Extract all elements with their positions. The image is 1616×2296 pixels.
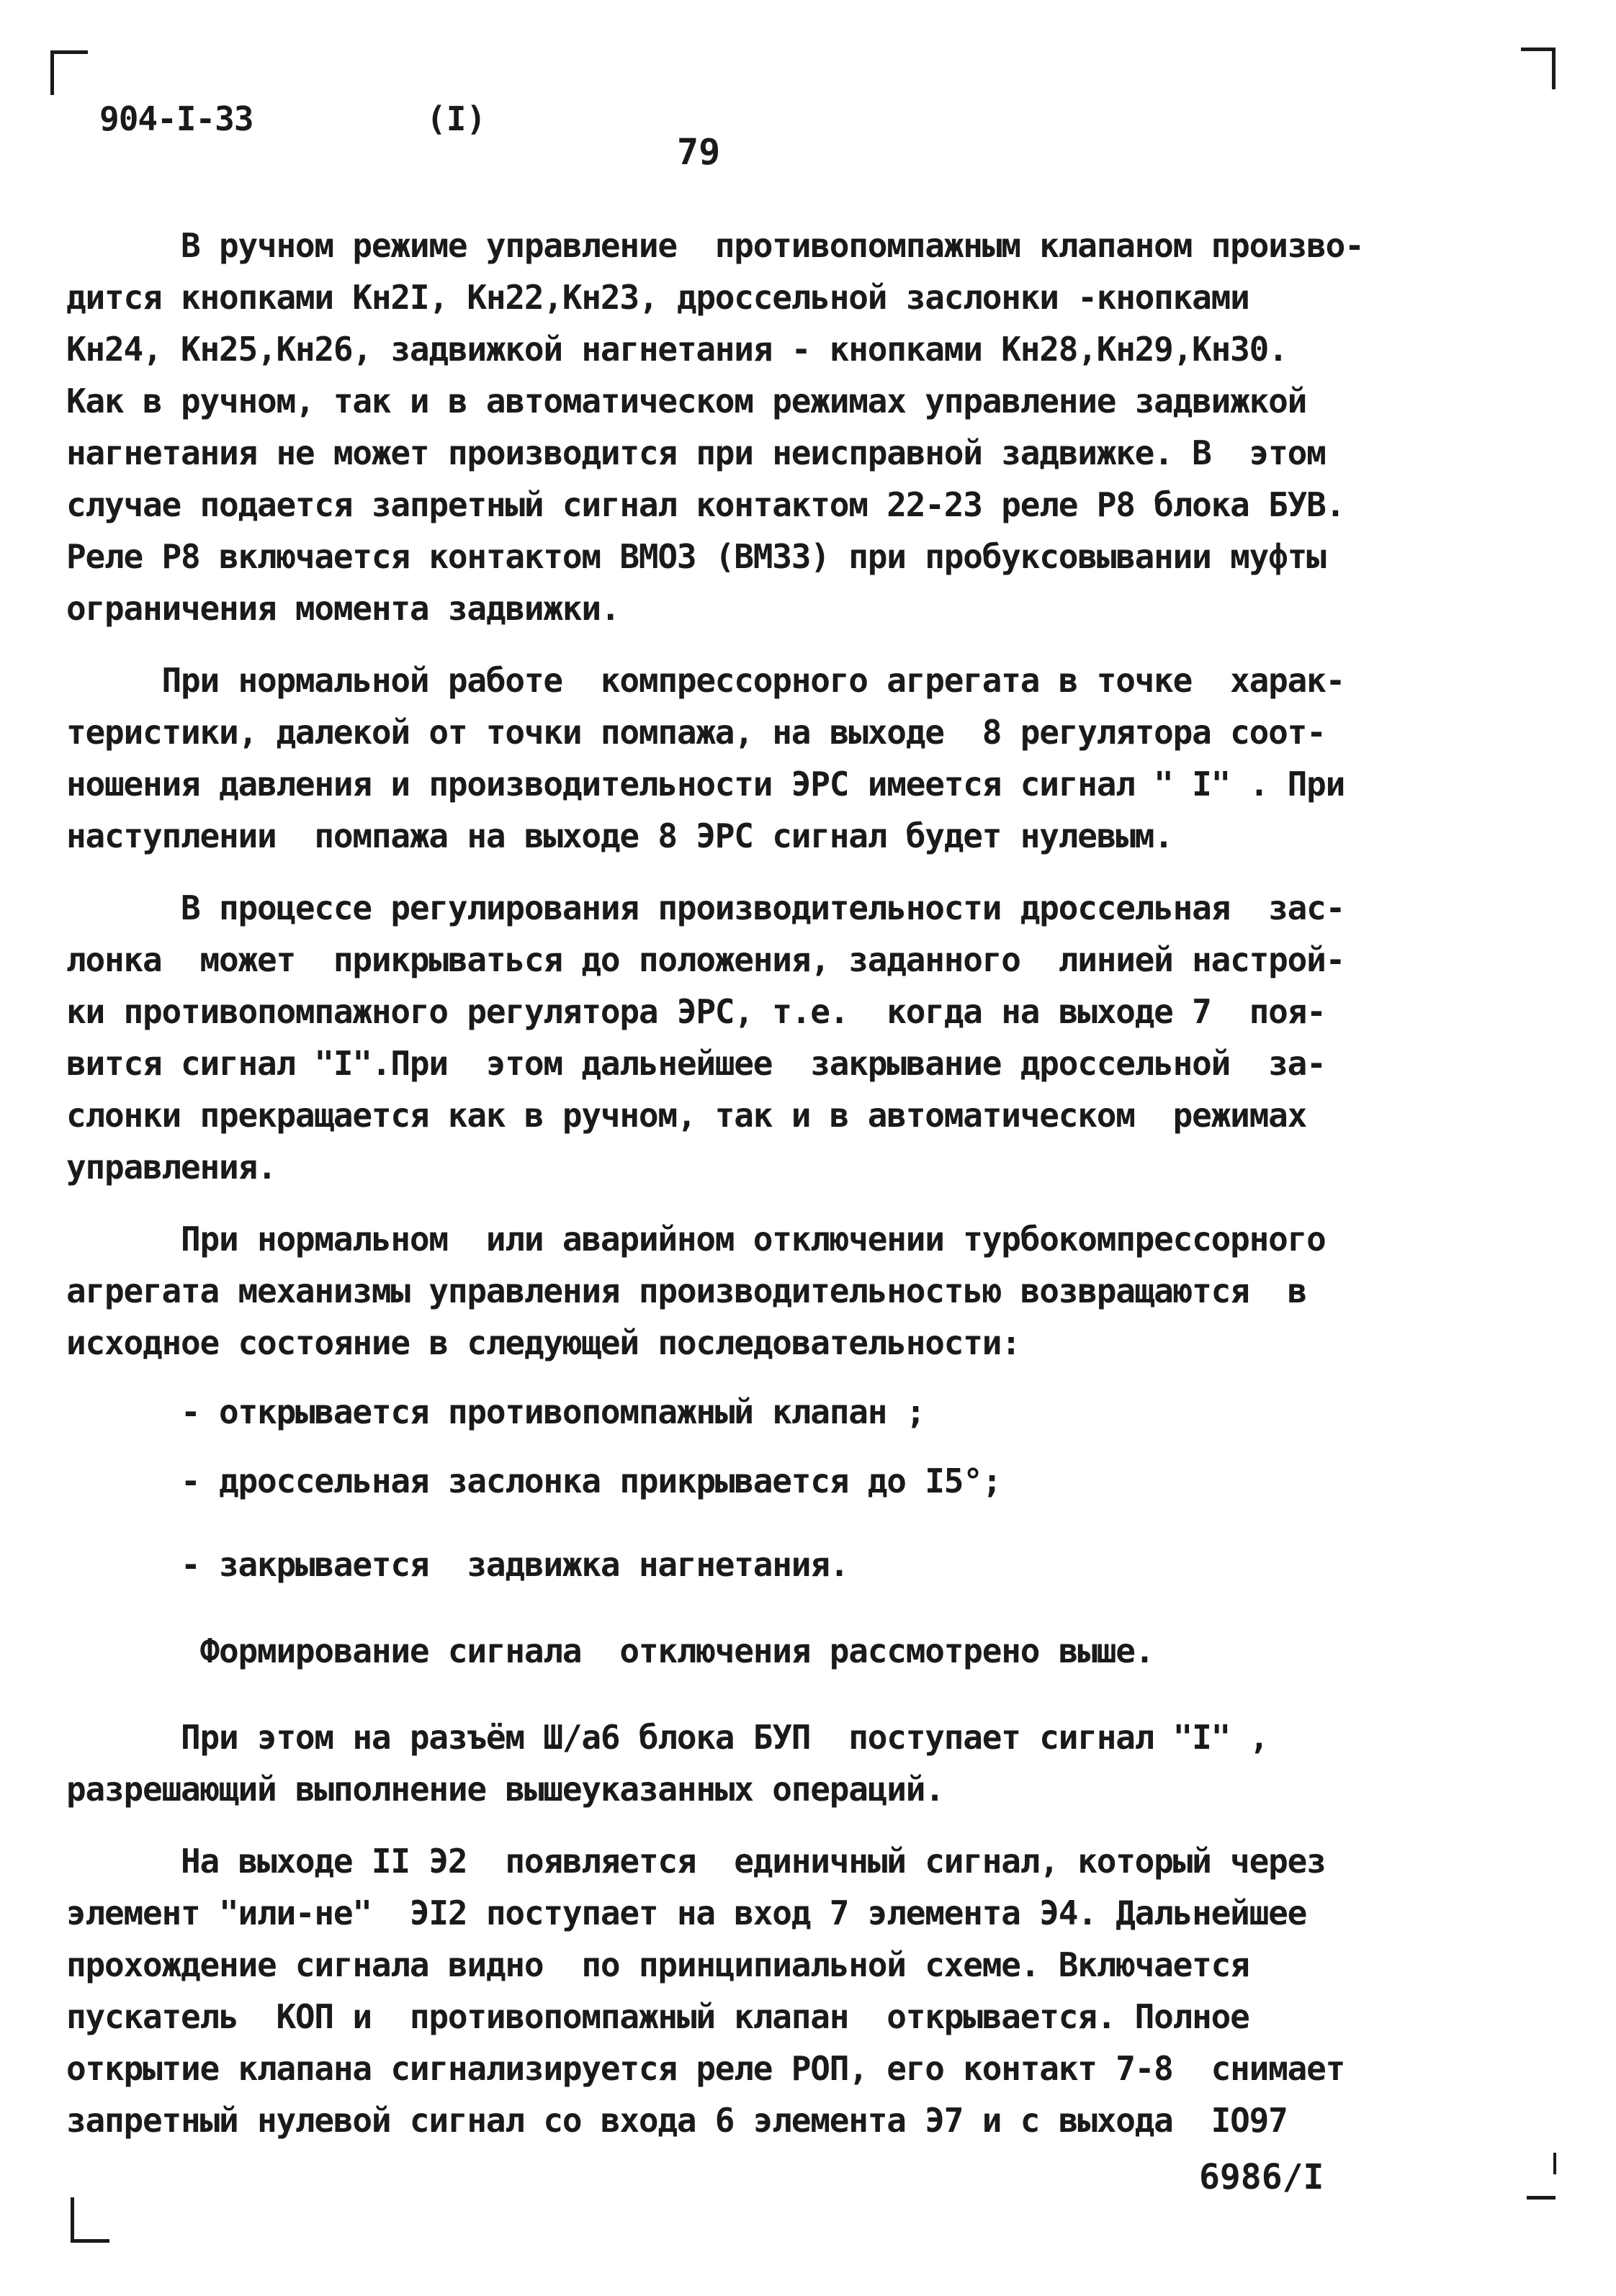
text-line: Как в ручном, так и в автоматическом режимах управление задвижкой	[66, 382, 1307, 420]
text-line: пускатель КОП и противопомпажный клапан открывается. Полное	[66, 1997, 1249, 2036]
text-line: лонка может прикрываться до положения, заданного линией настрой-	[66, 940, 1345, 979]
text-line: агрегата механизмы управления производительностью возвращаются в	[66, 1271, 1307, 1310]
text-line: На выходе II Э2 появляется единичный сигнал, который через	[66, 1842, 1326, 1881]
text-line: нагнетания не может производится при неисправной задвижке. В этом	[66, 433, 1326, 472]
corner-mark-bottom-left-h	[71, 2239, 109, 2243]
corner-mark-bottom-right-v	[1553, 2153, 1556, 2174]
page-number: 79	[677, 131, 721, 173]
text-line: При нормальной работе компрессорного агрегата в точке харак-	[66, 661, 1345, 700]
text-line: теристики, далекой от точки помпажа, на выходе 8 регулятора соот-	[66, 713, 1326, 752]
text-line: ограничения момента задвижки.	[66, 589, 620, 628]
list-item: - дроссельная заслонка прикрывается до I5°;	[66, 1462, 1002, 1500]
corner-mark-bottom-right-h	[1527, 2196, 1556, 2200]
corner-mark-top-right-v	[1552, 48, 1556, 89]
corner-mark-top-left-h	[50, 50, 88, 54]
text-line: ки противопомпажного регулятора ЭРС, т.е. когда на выходе 7 поя-	[66, 992, 1326, 1031]
text-line: ношения давления и производительности ЭРС имеется сигнал " I" . При	[66, 765, 1345, 803]
text-line: открытие клапана сигнализируется реле РОП, его контакт 7-8 снимает	[66, 2049, 1345, 2088]
text-line: Кн24, Кн25,Кн26, задвижкой нагнетания - кнопками Кн28,Кн29,Кн30.	[66, 330, 1288, 369]
text-line: В процессе регулирования производительности дроссельная зас-	[66, 888, 1345, 927]
text-line: вится сигнал "I".При этом дальнейшее закрывание дроссельной за-	[66, 1044, 1326, 1083]
list-item: - открывается противопомпажный клапан ;	[66, 1392, 925, 1431]
document-code: 904-I-33	[99, 99, 253, 138]
text-line: При этом на разъём Ш/а6 блока БУП поступает сигнал "I" ,	[66, 1718, 1269, 1757]
text-line: управления.	[66, 1148, 277, 1187]
text-line: наступлении помпажа на выходе 8 ЭРС сигнал будет нулевым.	[66, 816, 1173, 855]
text-line: элемент "или-не" ЭI2 поступает на вход 7 элемента Э4. Дальнейшее	[66, 1894, 1307, 1932]
text-line: исходное состояние в следующей последовательности:	[66, 1323, 1020, 1362]
list-item: - закрывается задвижка нагнетания.	[66, 1545, 849, 1584]
text-line: случае подается запретный сигнал контактом 22-23 реле Р8 блока БУВ.	[66, 485, 1345, 524]
corner-mark-bottom-left-v	[71, 2197, 74, 2242]
text-line: дится кнопками Кн2I, Кн22,Кн23, дроссельной заслонки -кнопками	[66, 278, 1249, 317]
corner-mark-top-right-h	[1521, 48, 1556, 51]
text-line: Формирование сигнала отключения рассмотрено выше.	[66, 1631, 1154, 1670]
text-line: прохождение сигнала видно по принципиальной схеме. Включается	[66, 1945, 1249, 1984]
corner-mark-top-left-v	[50, 50, 54, 95]
text-line: разрешающий выполнение вышеуказанных операций.	[66, 1770, 944, 1809]
text-line: При нормальном или аварийном отключении турбокомпрессорного	[66, 1220, 1326, 1259]
text-line: слонки прекращается как в ручном, так и в автоматическом режимах	[66, 1096, 1307, 1135]
sheet-mark: (I)	[426, 99, 487, 138]
text-line: В ручном режиме управление противопомпажным клапаном произво-	[66, 226, 1364, 265]
sheet-footer-code: 6986/I	[1199, 2157, 1324, 2197]
text-line: запретный нулевой сигнал со входа 6 элемента Э7 и с выхода IО97	[66, 2101, 1288, 2140]
text-line: Реле Р8 включается контактом ВМОЗ (ВМ33) при пробуксовывании муфты	[66, 537, 1326, 576]
